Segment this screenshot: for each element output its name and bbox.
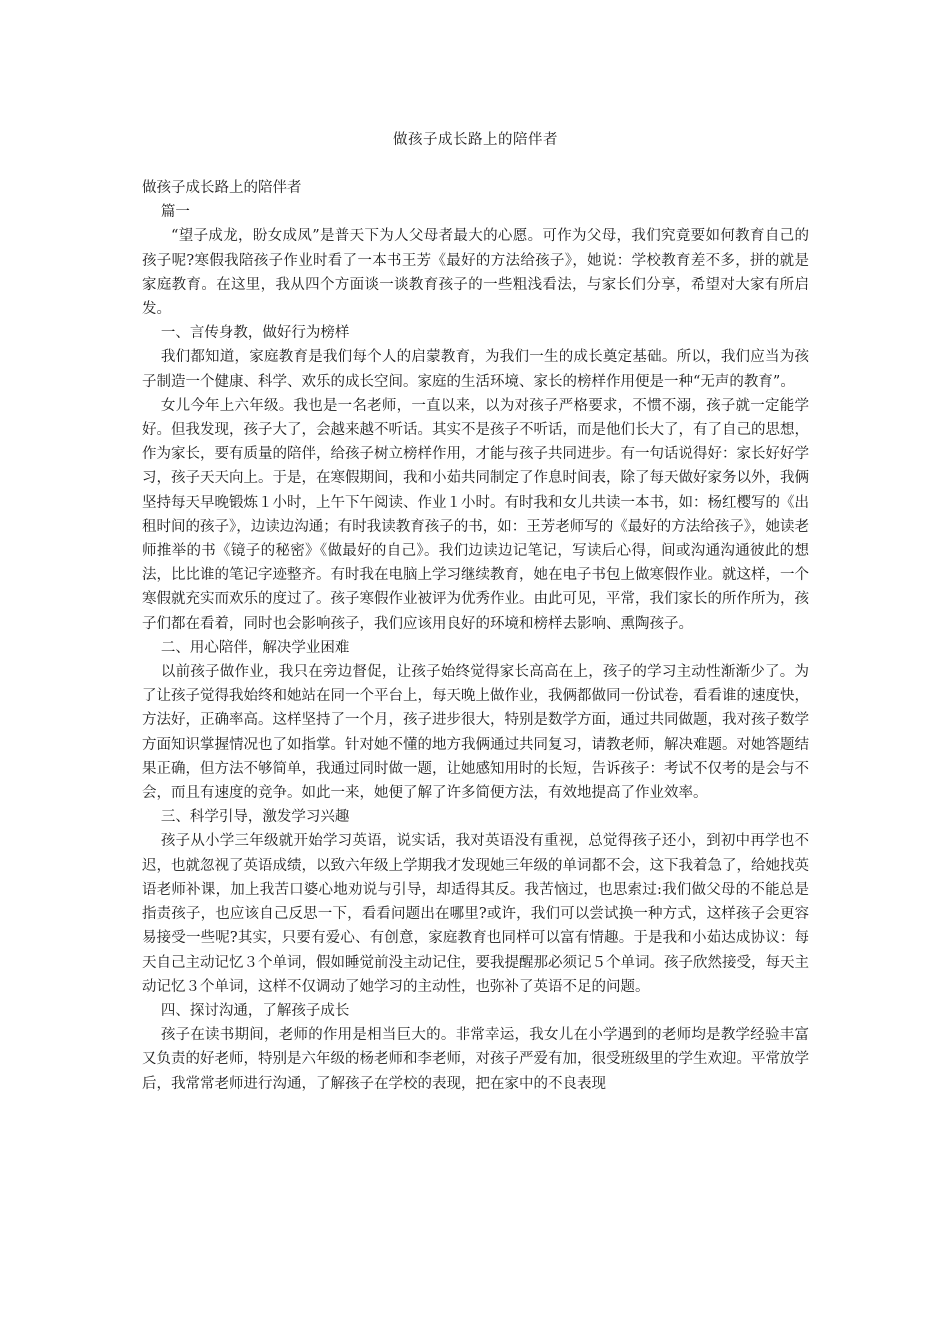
- paragraph-4: 孩子在读书期间，老师的作用是相当巨大的。非常幸运，我女儿在小学遇到的老师均是教学经验丰富又负责的好老师，特别是六年级的杨老师和李老师，对孩子严爱有加，很受班级里的学生欢迎。平常放学后，我常常老师进行沟通，了解孩子在学校的表现，把在家中的不良表现: [142, 1027, 809, 1092]
- heading-3: 三、科学引导，激发学习兴趣: [160, 809, 350, 826]
- heading-4: 四、探讨沟通，了解孩子成长: [160, 1002, 350, 1019]
- document-body: [142, 176, 809, 1096]
- paragraph-intro: “望子成龙，盼女成凤”是普天下为人父母者最大的心愿。可作为父母，我们究竟要如何教育自己的孩子呢?寒假我陪孩子作业时看了一本书王芳《最好的方法给孩子》，她说：学校教育差不多，拼的就是家庭教育。在这里，我从四个方面谈一谈教育孩子的一些粗浅看法，与家长们分享，希望对大家有所启发。: [142, 228, 809, 318]
- paragraph-3: 孩子从小学三年级就开始学习英语，说实话，我对英语没有重视，总觉得孩子还小，到初中再学也不迟，也就忽视了英语成绩，以致六年级上学期我才发现她三年级的单词都不会，这下我着急了，给她找英语老师补课，加上我苦口婆心地劝说与引导，却适得其反。我苦恼过，也思索过:我们做父母的不能总是指责孩子，也应该自己反思一下，看看问题出在哪里?或许，我们可以尝试换一种方式，这样孩子会更容易接受一些呢?其实，只要有爱心、有创意，家庭教育也同样可以富有情趣。于是我和小茹达成协议：每天自己主动记忆３个单词，假如睡觉前没主动记住，要我提醒那必须记５个单词。孩子欣然接受，每天主动记忆３个单词，这样不仅调动了她学习的主动性，也弥补了英语不足的问题。: [142, 833, 809, 995]
- heading-1: 一、言传身教，做好行为榜样: [160, 325, 350, 342]
- paragraph-1b: 女儿今年上六年级。我也是一名老师，一直以来，以为对孩子严格要求，不惯不溺，孩子就一定能学好。但我发现，孩子大了，会越来越不听话。其实不是孩子不听话，而是他们长大了，有了自己的思想，作为家长，要有质量的陪伴，给孩子树立榜样作用，才能与孩子共同进步。有一句话说得好：家长好好学习，孩子天天向上。于是，在寒假期间，我和小茹共同制定了作息时间表，除了每天做好家务以外，我俩坚持每天早晚锻炼１小时，上午下午阅读、作业１小时。有时我和女儿共读一本书，如：杨红樱写的《出租时间的孩子》，边读边沟通；有时我读教育孩子的书，如：王芳老师写的《最好的方法给孩子》，她读老师推举的书《镜子的秘密》《做最好的自己》。我们边读边记笔记，写读后心得，间或沟通沟通彼此的想法，比比谁的笔记字迹整齐。有时我在电脑上学习继续教育，她在电子书包上做寒假作业。就这样，一个寒假就充实而欢乐的度过了。孩子寒假作业被评为优秀作业。由此可见，平常，我们家长的所作所为，孩子们都在看着，同时也会影响孩子，我们应该用良好的环境和榜样去影响、熏陶孩子。: [142, 397, 809, 632]
- document-title: 做孩子成长路上的陪伴者: [393, 132, 558, 148]
- document-subtitle: 做孩子成长路上的陪伴者: [142, 180, 302, 196]
- paragraph-1a: 我们都知道，家庭教育是我们每个人的启蒙教育，为我们一生的成长奠定基础。所以，我们应当为孩子制造一个健康、科学、欢乐的成长空间。家庭的生活环境、家长的榜样作用便是一种“无声的教育”。: [142, 349, 809, 390]
- paragraph-2: 以前孩子做作业，我只在旁边督促，让孩子始终觉得家长高高在上，孩子的学习主动性渐渐少了。为了让孩子觉得我始终和她站在同一个平台上，每天晚上做作业，我俩都做同一份试卷，看看谁的速度快，方法好，正确率高。这样坚持了一个月，孩子进步很大，特别是数学方面，通过共同做题，我对孩子数学方面知识掌握情况也了如指掌。针对她不懂的地方我俩通过共同复习，请教老师，解决难题。对她答题结果正确，但方法不够简单，我通过同时做一题，让她感知用时的长短，告诉孩子：考试不仅考的是会与不会，而且有速度的竞争。如此一来，她便了解了许多简便方法，有效地提高了作业效率。: [142, 664, 809, 802]
- section-label: 篇一: [160, 204, 190, 221]
- heading-2: 二、用心陪伴，解决学业困难: [160, 639, 350, 656]
